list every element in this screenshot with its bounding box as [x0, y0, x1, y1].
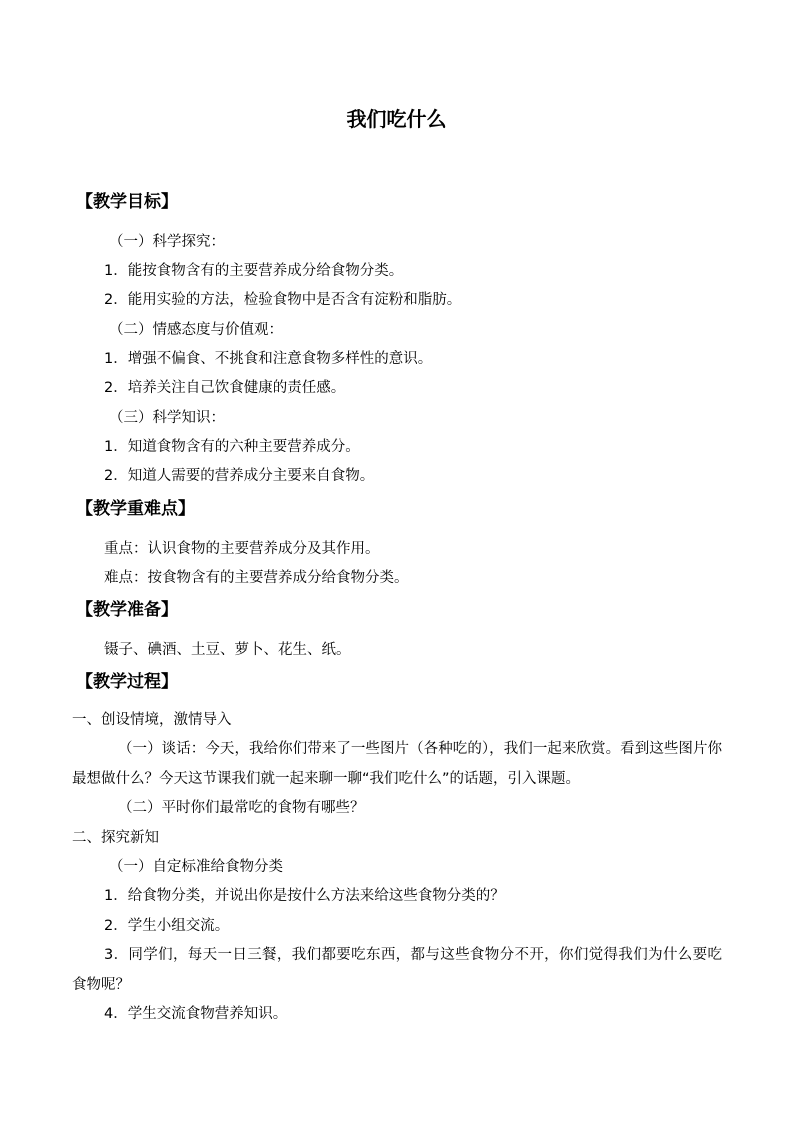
- process-step-1-heading: 一、创设情境，激情导入: [72, 712, 232, 728]
- section-heading-goals: 【教学目标】: [76, 192, 178, 212]
- section-heading-prep: 【教学准备】: [76, 600, 178, 620]
- process-step-2-item-1: 1．给食物分类，并说出你是按什么方法来给这些食物分类的？: [104, 888, 505, 904]
- process-step-2-item-3: 3．同学们，每天一日三餐，我们都要吃东西，都与这些食物分不开，你们觉得我们为什么要吃食物呢？: [72, 947, 722, 993]
- prep-materials: 镊子、碘酒、土豆、萝卜、花生、纸。: [104, 642, 351, 658]
- goal-3-item-2: 2．知道人需要的营养成分主要来自食物。: [104, 468, 375, 484]
- process-step-1-paragraph-a: （一）谈话：今天，我给你们带来了一些图片（各种吃的），我们一起来欣赏。看到这些图片你最想做什么？今天这节课我们就一起来聊一聊“我们吃什么”的话题，引入课题。: [72, 741, 722, 787]
- process-step-2-heading: 二、探究新知: [72, 830, 159, 846]
- goal-3-item-1: 1．知道食物含有的六种主要营养成分。: [104, 439, 360, 455]
- page-title: 我们吃什么: [346, 107, 447, 131]
- section-heading-keypoints: 【教学重难点】: [76, 499, 195, 519]
- goal-1-item-1: 1．能按食物含有的主要营养成分给食物分类。: [104, 263, 404, 279]
- goal-2-item-1: 1．增强不偏食、不挑食和注意食物多样性的意识。: [104, 351, 433, 367]
- goal-2-heading: （二）情感态度与价值观：: [109, 322, 283, 338]
- process-step-2-item-4: 4．学生交流食物营养知识。: [104, 1006, 288, 1022]
- process-step-2-subheading: （一）自定标准给食物分类: [109, 859, 283, 875]
- goal-1-item-2: 2．能用实验的方法，检验食物中是否含有淀粉和脂肪。: [104, 292, 462, 308]
- goal-3-heading: （三）科学知识：: [109, 410, 225, 426]
- keypoint-focus: 重点：认识食物的主要营养成分及其作用。: [104, 541, 380, 557]
- process-step-2-item-2: 2．学生小组交流。: [104, 918, 230, 934]
- goal-1-heading: （一）科学探究：: [109, 234, 225, 250]
- goal-2-item-2: 2．培养关注自己饮食健康的责任感。: [104, 380, 346, 396]
- section-heading-process: 【教学过程】: [76, 672, 178, 692]
- process-step-1-paragraph-b: （二）平时你们最常吃的食物有哪些？: [118, 800, 365, 816]
- keypoint-difficulty: 难点：按食物含有的主要营养成分给食物分类。: [104, 570, 409, 586]
